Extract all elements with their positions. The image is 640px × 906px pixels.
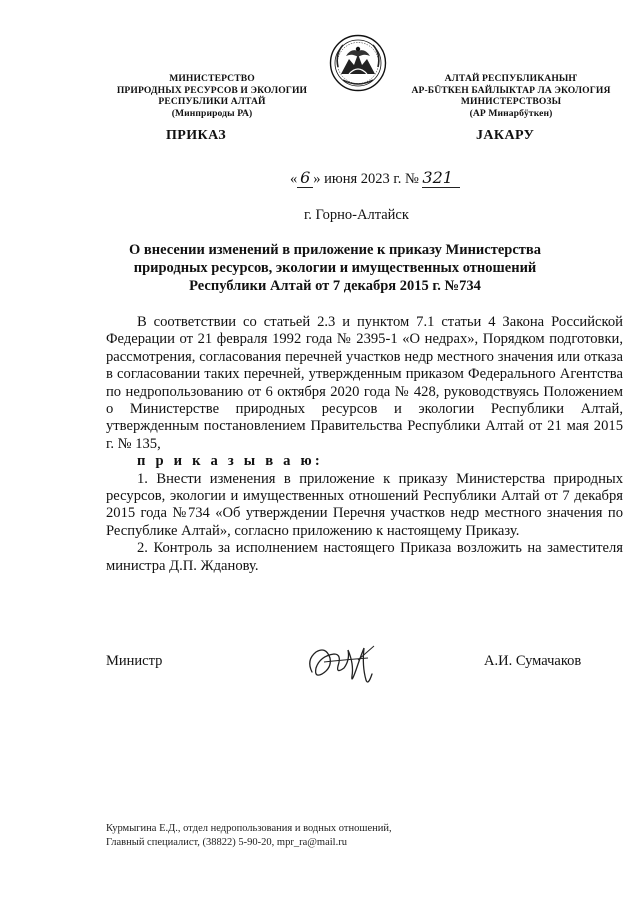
order-label-left: ПРИКАЗ [166,128,227,143]
date-line [290,168,460,188]
date-quote-open: « [290,171,298,187]
header-right-line3: МИНИСТЕРСТВОЗЫ [460,96,562,107]
document-body [106,314,623,575]
city-line: г. Горно-Алтайск [304,207,409,223]
coat-of-arms-emblem [329,34,387,92]
order-item-1: 1. Внести изменения в приложение к приказу Министерства природных ресурсов, экологии и имущественных отношений Республики Алтай от 7 декабря 2015 года №734 «Об утверждении Перечня участков недр местного значения по Республике Алтай», согласно приложению к настоящему Приказу. [106,470,623,539]
document-title [115,241,555,295]
footer-line2: Главный специалист, (38822) 5-90-20, mpr_ra@mail.ru [106,836,347,848]
handwritten-signature [302,640,384,690]
header-right-block [386,73,636,119]
header-left-line1: МИНИСТЕРСТВО [169,73,255,84]
title-line3: Республики Алтай от 7 декабря 2015 г. №734 [189,278,481,294]
date-month-year: июня 2023 г. № [324,171,419,187]
order-word: п р и к а з ы в а ю: [137,453,323,470]
date-day: 6 [297,168,313,188]
order-label-right: JАКАРУ [476,128,535,143]
header-left-line2: ПРИРОДНЫХ РЕСУРСОВ И ЭКОЛОГИИ [116,84,308,96]
preamble-paragraph: В соответствии со статьей 2.3 и пунктом 7.1 статьи 4 Закона Российской Федерации от 21 февраля 1992 года № 2395-1 «О недрах», Порядком подготовки, рассмотрения, согласования перечней участков недр местного значения или отказа в согласовании таких перечней, утвержденным приказом Федерального Агентства по недропользованию от 6 октября 2020 года № 428, руководствуясь Положением о Министерстве природных ресурсов и экологии Республики Алтай, утвержденным постановлением Правительства Республики Алтай от 21 мая 2015 г. № 135, [106,314,623,452]
date-quote-close: » [313,171,321,187]
order-item-2: 2. Контроль за исполнением настоящего Приказа возложить на заместителя министра Д.П. Жданову. [106,540,623,574]
title-line1: О внесении изменений в приложение к приказу Министерства [129,242,541,258]
signature-name: А.И. Сумачаков [484,653,582,669]
header-left-line4: (Минприроды РА) [171,107,253,119]
header-right-line4: (АР Минарбÿткен) [469,107,553,119]
order-number: 321 [422,168,460,188]
footer-executor [106,822,392,849]
signature-position: Министр [106,653,163,669]
title-line2: природных ресурсов, экологии и имущественных отношений [133,260,537,276]
header-right-line1: АЛТАЙ РЕСПУБЛИКАНЫҤ [444,73,578,84]
header-left-line3: РЕСПУБЛИКИ АЛТАЙ [158,96,266,107]
header-left-block [92,73,332,119]
footer-line1: Курмыгина Е.Д., отдел недропользования и водных отношений, [106,823,392,834]
header-right-line2: АР-БÜТКЕН БАЙЛЫКТАР ЛА ЭКОЛОГИЯ [411,84,611,96]
